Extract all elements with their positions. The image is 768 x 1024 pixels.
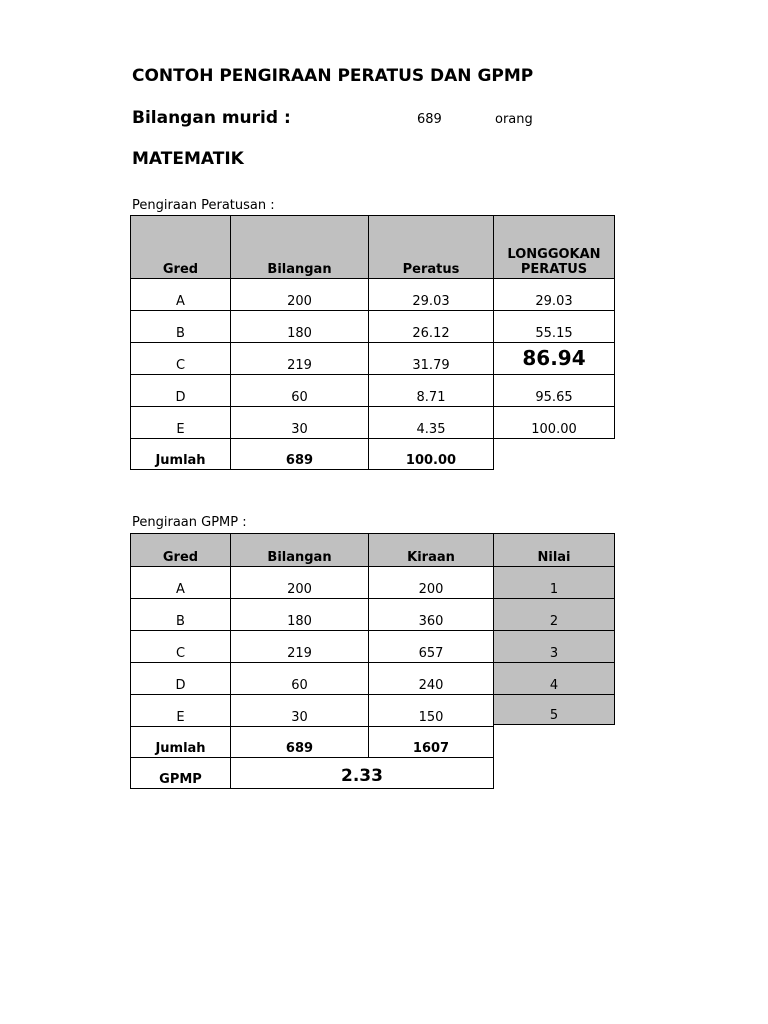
- gpmp-row-count: 30: [230, 694, 369, 727]
- percent-row-grade: D: [130, 374, 231, 407]
- gpmp-row-count: 200: [230, 566, 369, 599]
- student-count-unit: orang: [495, 112, 533, 127]
- gpmp-row-calc: 360: [368, 598, 494, 631]
- percent-total-percent: 100.00: [368, 438, 494, 470]
- header-gred: Gred: [130, 533, 231, 567]
- gpmp-row-count: 180: [230, 598, 369, 631]
- percent-section-label: Pengiraan Peratusan :: [132, 198, 275, 213]
- gpmp-total-calc: 1607: [368, 726, 494, 758]
- percent-row-count: 200: [230, 278, 369, 311]
- gpmp-row-grade: D: [130, 662, 231, 695]
- gpmp-result-value: 2.33: [230, 757, 494, 789]
- gpmp-row-value: 1: [493, 566, 615, 599]
- percent-row-percent: 29.03: [368, 278, 494, 311]
- gpmp-total-count: 689: [230, 726, 369, 758]
- gpmp-row-value: 2: [493, 598, 615, 631]
- percent-total-label: Jumlah: [130, 438, 231, 470]
- gpmp-row-grade: A: [130, 566, 231, 599]
- percent-row-grade: B: [130, 310, 231, 343]
- percent-row-percent: 4.35: [368, 406, 494, 439]
- gpmp-total-label: Jumlah: [130, 726, 231, 758]
- gpmp-row-count: 60: [230, 662, 369, 695]
- percent-row-grade: E: [130, 406, 231, 439]
- student-count-label: Bilangan murid :: [132, 108, 291, 128]
- gpmp-row-calc: 657: [368, 630, 494, 663]
- header-bilangan: Bilangan: [230, 533, 369, 567]
- student-count-value: 689: [417, 112, 442, 127]
- header-peratus: Peratus: [368, 215, 494, 279]
- header-bilangan: Bilangan: [230, 215, 369, 279]
- gpmp-row-value: 5: [493, 694, 615, 725]
- gpmp-row-calc: 240: [368, 662, 494, 695]
- percent-row-count: 219: [230, 342, 369, 375]
- percent-row-cumulative: 95.65: [493, 374, 615, 407]
- percent-row-cumulative: 55.15: [493, 310, 615, 343]
- gpmp-row-grade: C: [130, 630, 231, 663]
- percent-row-count: 180: [230, 310, 369, 343]
- gpmp-row-count: 219: [230, 630, 369, 663]
- gpmp-row-value: 4: [493, 662, 615, 695]
- header-kiraan: Kiraan: [368, 533, 494, 567]
- subject-heading: MATEMATIK: [132, 149, 244, 169]
- header-longgokan-peratus: LONGGOKAN PERATUS: [493, 215, 615, 279]
- percent-row-grade: A: [130, 278, 231, 311]
- header-nilai: Nilai: [493, 533, 615, 567]
- percent-row-percent: 31.79: [368, 342, 494, 375]
- percent-total-count: 689: [230, 438, 369, 470]
- percent-row-cumulative: 29.03: [493, 278, 615, 311]
- percent-row-count: 60: [230, 374, 369, 407]
- percent-row-count: 30: [230, 406, 369, 439]
- percent-row-percent: 8.71: [368, 374, 494, 407]
- gpmp-row-calc: 200: [368, 566, 494, 599]
- gpmp-row-value: 3: [493, 630, 615, 663]
- gpmp-row-grade: B: [130, 598, 231, 631]
- gpmp-result-label: GPMP: [130, 757, 231, 789]
- percent-row-grade: C: [130, 342, 231, 375]
- page-title: CONTOH PENGIRAAN PERATUS DAN GPMP: [132, 66, 534, 86]
- percent-row-cumulative: 100.00: [493, 406, 615, 439]
- gpmp-row-grade: E: [130, 694, 231, 727]
- percent-row-cumulative-highlight: 86.94: [493, 342, 615, 375]
- gpmp-row-calc: 150: [368, 694, 494, 727]
- gpmp-section-label: Pengiraan GPMP :: [132, 515, 247, 530]
- header-gred: Gred: [130, 215, 231, 279]
- percent-row-percent: 26.12: [368, 310, 494, 343]
